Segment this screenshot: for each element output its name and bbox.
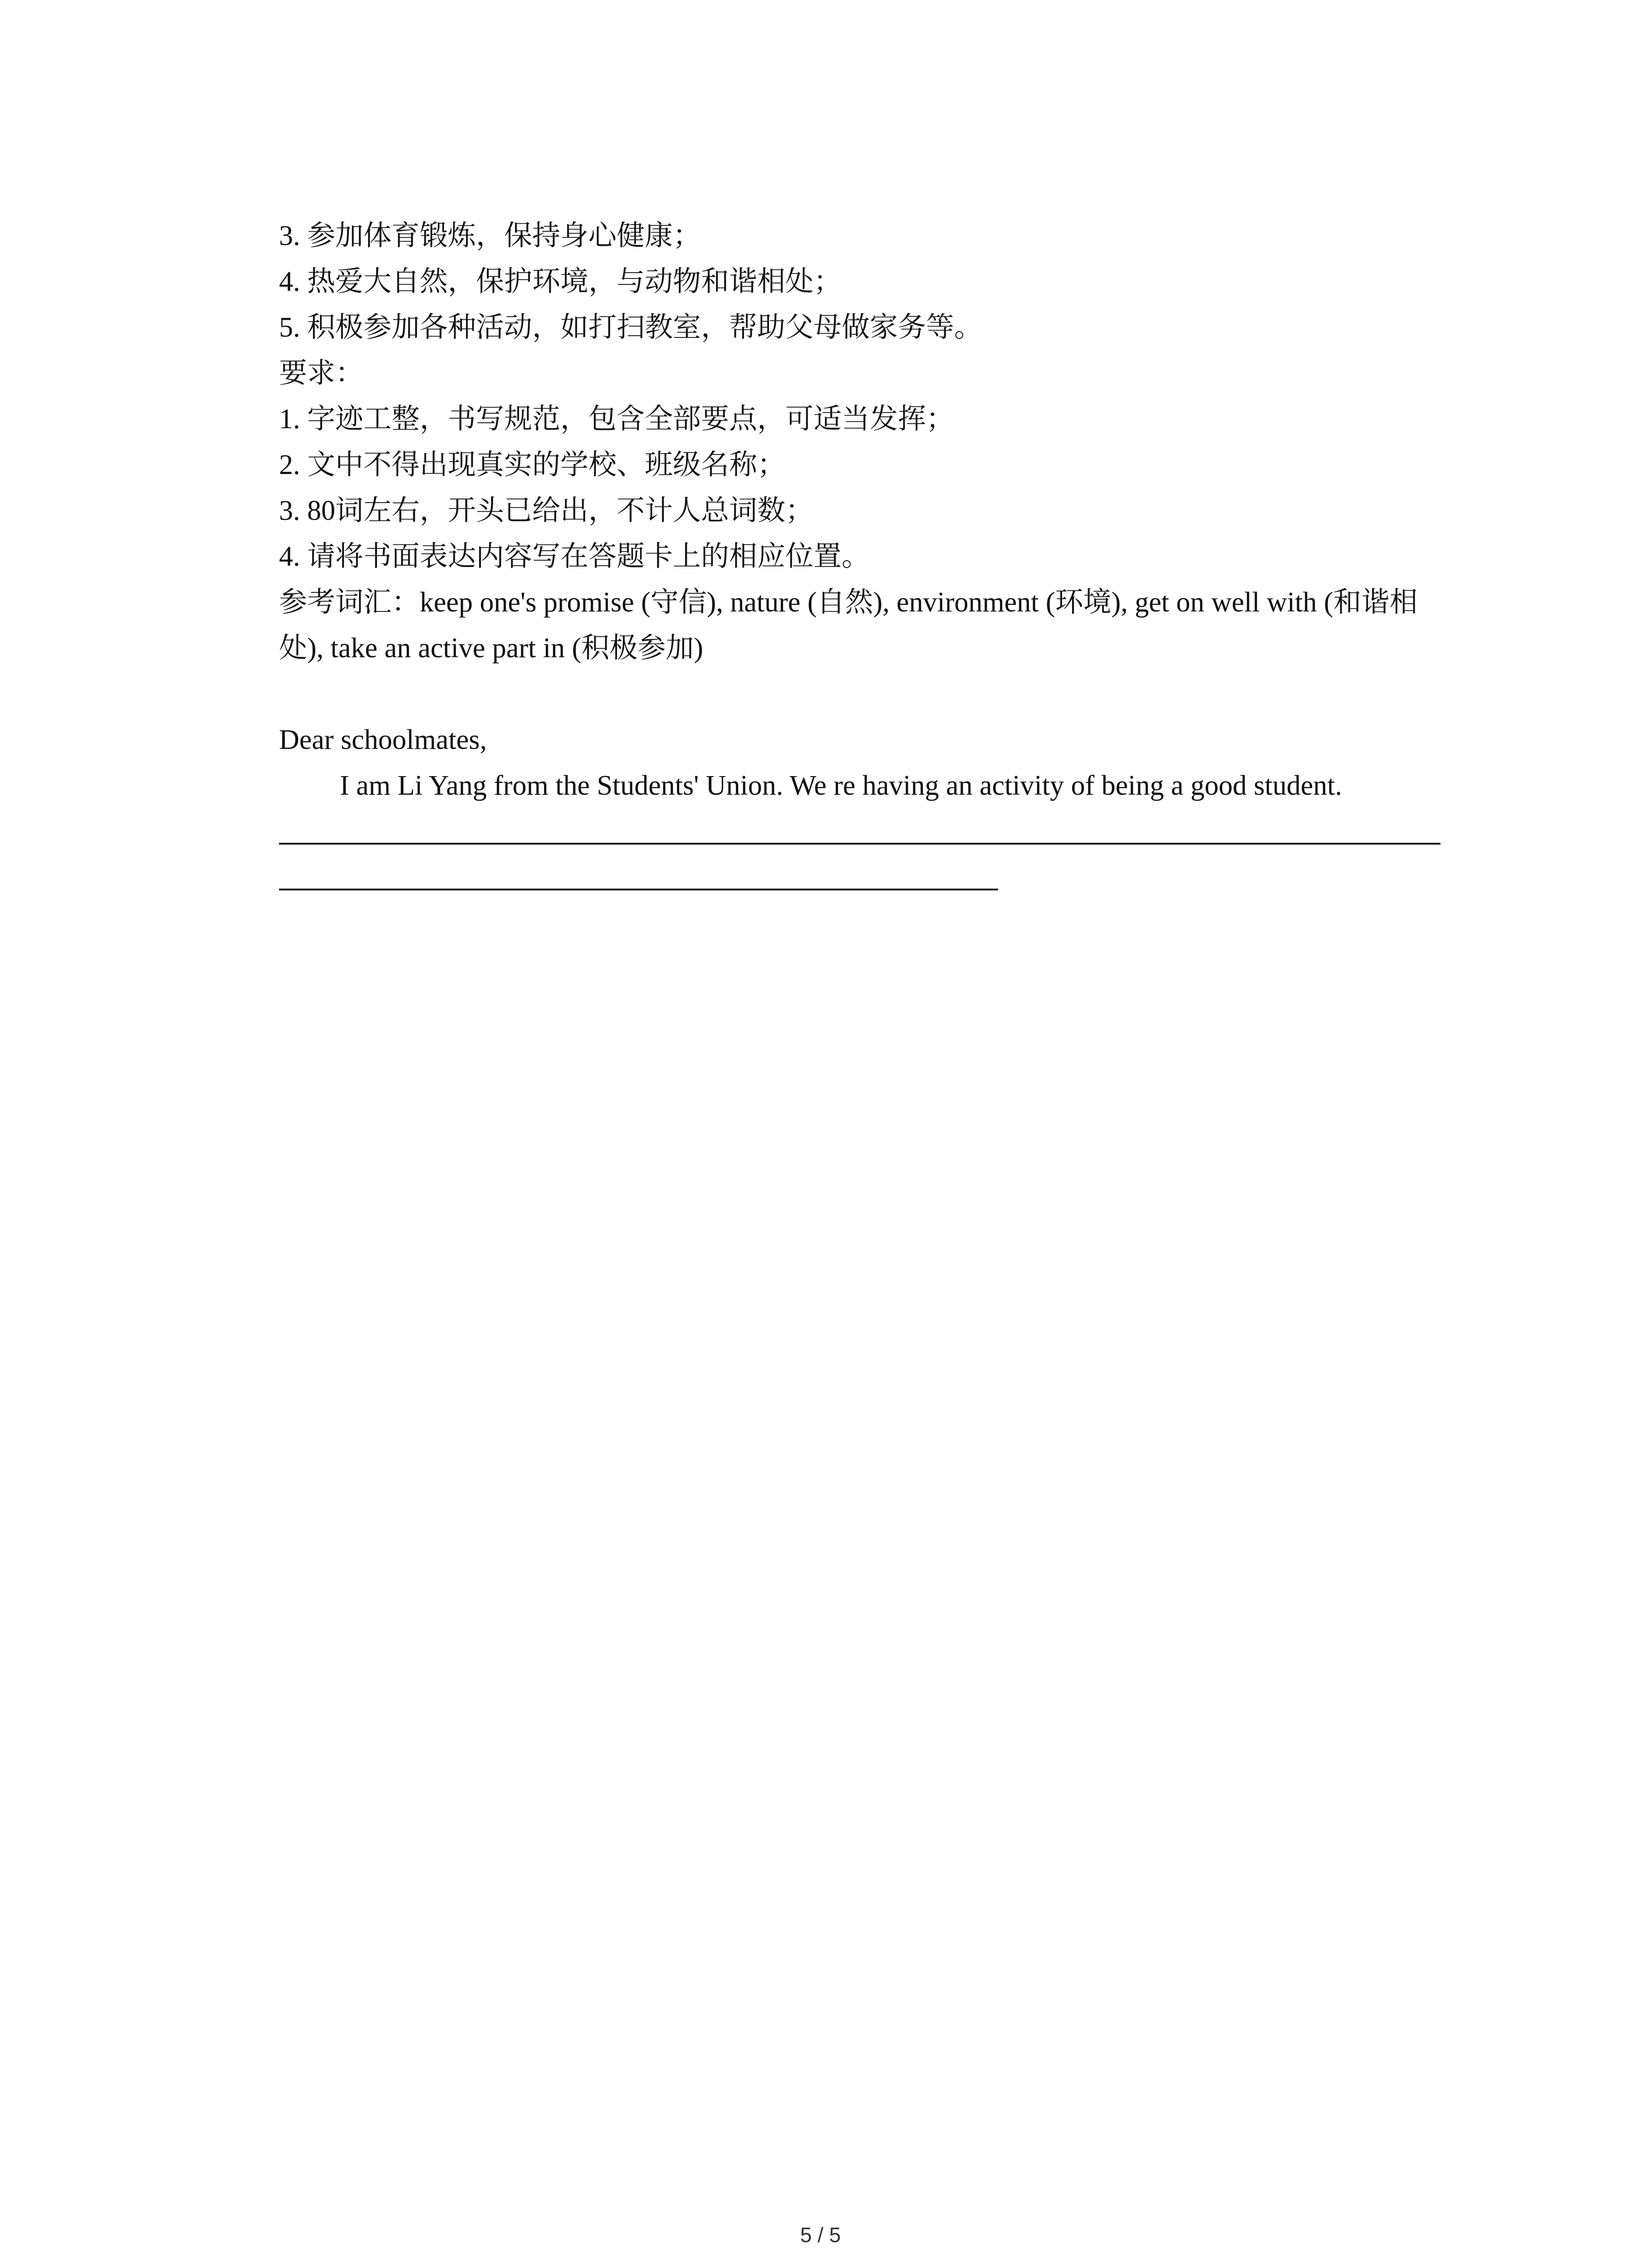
page-number: 5 / 5 — [800, 2223, 841, 2247]
spacer — [279, 671, 1440, 717]
letter-opening: I am Li Yang from the Students' Union. We re having an activity of being a good student. — [340, 770, 1342, 801]
requirement-1: 1. 字迹工整，书写规范，包含全部要点，可适当发挥； — [279, 404, 955, 435]
page-content — [279, 213, 1440, 900]
answer-line-2[interactable] — [279, 855, 1440, 900]
requirements-title: 要求： — [279, 358, 364, 389]
vocabulary-reference: 参考词汇：keep one's promise (守信), nature (自然), environment (环境), get on well with (和谐相处), take an active part in (积极参加) — [279, 587, 1418, 664]
answer-line-1[interactable] — [279, 809, 1440, 855]
answer-rule — [279, 843, 1440, 845]
point-3: 3. 参加体育锻炼，保持身心健康； — [279, 220, 701, 251]
requirement-4: 4. 请将书面表达内容写在答题卡上的相应位置。 — [279, 541, 870, 572]
answer-rule — [279, 889, 998, 890]
requirement-3: 3. 80词左右，开头已给出，不计人总词数； — [279, 495, 814, 526]
point-5: 5. 积极参加各种活动，如打扫教室，帮助父母做家务等。 — [279, 312, 983, 343]
point-4: 4. 热爱大自然，保护环境，与动物和谐相处； — [279, 266, 842, 297]
requirement-2: 2. 文中不得出现真实的学校、班级名称； — [279, 450, 786, 480]
letter-greeting: Dear schoolmates, — [279, 724, 487, 755]
